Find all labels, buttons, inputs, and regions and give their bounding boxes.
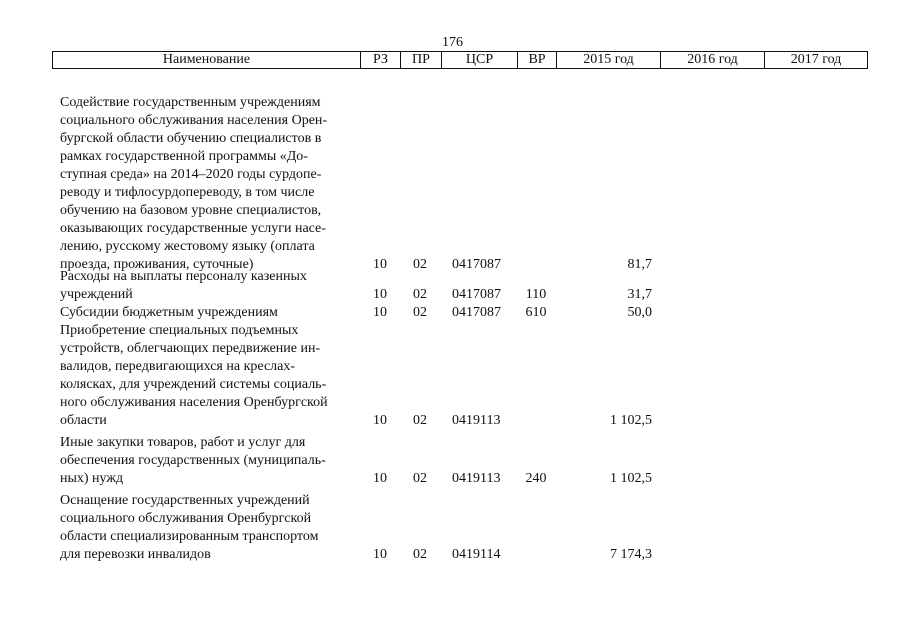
cell-y2015: 31,7 (627, 287, 652, 302)
cell-rz: 10 (373, 413, 387, 428)
cell-csr: 0417087 (452, 305, 501, 320)
row-name-line: социального обслуживания Оренбургской (60, 511, 312, 526)
table-row (0, 492, 905, 564)
row-name-line: ных) нужд (60, 471, 124, 486)
row-name-line: оказывающих государственные услуги насе- (60, 221, 326, 236)
row-name (60, 322, 360, 430)
column-header-2017: 2017 год (764, 52, 867, 68)
table-row (0, 304, 905, 322)
row-name (60, 304, 360, 322)
row-name-line: ного обслуживания населения Оренбургской (60, 395, 328, 410)
cell-pr: 02 (413, 287, 427, 302)
column-header-2015: 2015 год (556, 52, 660, 68)
row-name (60, 492, 360, 564)
cell-rz: 10 (373, 547, 387, 562)
cell-rz: 10 (373, 257, 387, 272)
cell-csr: 0419114 (452, 547, 501, 562)
cell-y2015: 50,0 (627, 305, 652, 320)
row-name-line: обучению на базовом уровне специалистов, (60, 203, 322, 218)
cell-csr: 0419113 (452, 413, 501, 428)
page-number: 176 (442, 35, 463, 50)
cell-csr: 0419113 (452, 471, 501, 486)
cell-pr: 02 (413, 305, 427, 320)
cell-pr: 02 (413, 413, 427, 428)
column-header-csr: ЦСР (441, 52, 517, 68)
cell-y2015: 7 174,3 (610, 547, 652, 562)
column-header-2016: 2016 год (660, 52, 764, 68)
cell-vr: 110 (525, 287, 547, 302)
row-name-line: колясках, для учреждений системы социаль- (60, 377, 327, 392)
row-name-line: социального обслуживания населения Орен- (60, 113, 328, 128)
cell-rz: 10 (373, 471, 387, 486)
cell-pr: 02 (413, 257, 427, 272)
row-name-line: учреждений (60, 287, 133, 302)
row-name-line: Расходы на выплаты персоналу казенных (60, 269, 307, 284)
table-row (0, 94, 905, 274)
column-header-vr: ВР (517, 52, 556, 68)
table-row (0, 268, 905, 304)
cell-y2015: 1 102,5 (610, 471, 652, 486)
cell-y2015: 1 102,5 (610, 413, 652, 428)
row-name-line: Оснащение государственных учреждений (60, 493, 310, 508)
row-name-line: лению, русскому жестовому языку (оплата (60, 239, 315, 254)
row-name-line: Приобретение специальных подъемных (60, 323, 299, 338)
cell-pr: 02 (413, 547, 427, 562)
row-name-line: устройств, облегчающих передвижение ин- (60, 341, 321, 356)
row-name-line: Субсидии бюджетным учреждениям (60, 305, 278, 320)
table-header (52, 51, 868, 69)
row-name-line: области специализированным транспортом (60, 529, 319, 544)
column-header-pr: ПР (400, 52, 441, 68)
row-name-line: для перевозки инвалидов (60, 547, 211, 562)
cell-rz: 10 (373, 305, 387, 320)
row-name-line: области (60, 413, 107, 428)
cell-rz: 10 (373, 287, 387, 302)
row-name (60, 268, 360, 304)
cell-pr: 02 (413, 471, 427, 486)
cell-y2015: 81,7 (627, 257, 652, 272)
row-name-line: проезда, проживания, суточные) (60, 257, 254, 272)
row-name (60, 94, 360, 274)
column-header-name: Наименование (162, 52, 251, 67)
cell-vr: 610 (525, 305, 547, 320)
table-row (0, 322, 905, 430)
row-name-line: реводу и тифлосурдопереводу, в том числе (60, 185, 315, 200)
table-row (0, 434, 905, 488)
row-name-line: бургской области обучению специалистов в (60, 131, 322, 146)
row-name-line: обеспечения государственных (муниципаль- (60, 453, 326, 468)
row-name-line: Содействие государственным учреждениям (60, 95, 321, 110)
column-header-rz: РЗ (360, 52, 400, 68)
cell-csr: 0417087 (452, 257, 501, 272)
row-name (60, 434, 360, 488)
row-name-line: валидов, передвигающихся на креслах- (60, 359, 296, 374)
row-name-line: ступная среда» на 2014–2020 годы сурдопе- (60, 167, 322, 182)
row-name-line: рамках государственной программы «До- (60, 149, 308, 164)
cell-vr: 240 (525, 471, 547, 486)
cell-csr: 0417087 (452, 287, 501, 302)
row-name-line: Иные закупки товаров, работ и услуг для (60, 435, 306, 450)
